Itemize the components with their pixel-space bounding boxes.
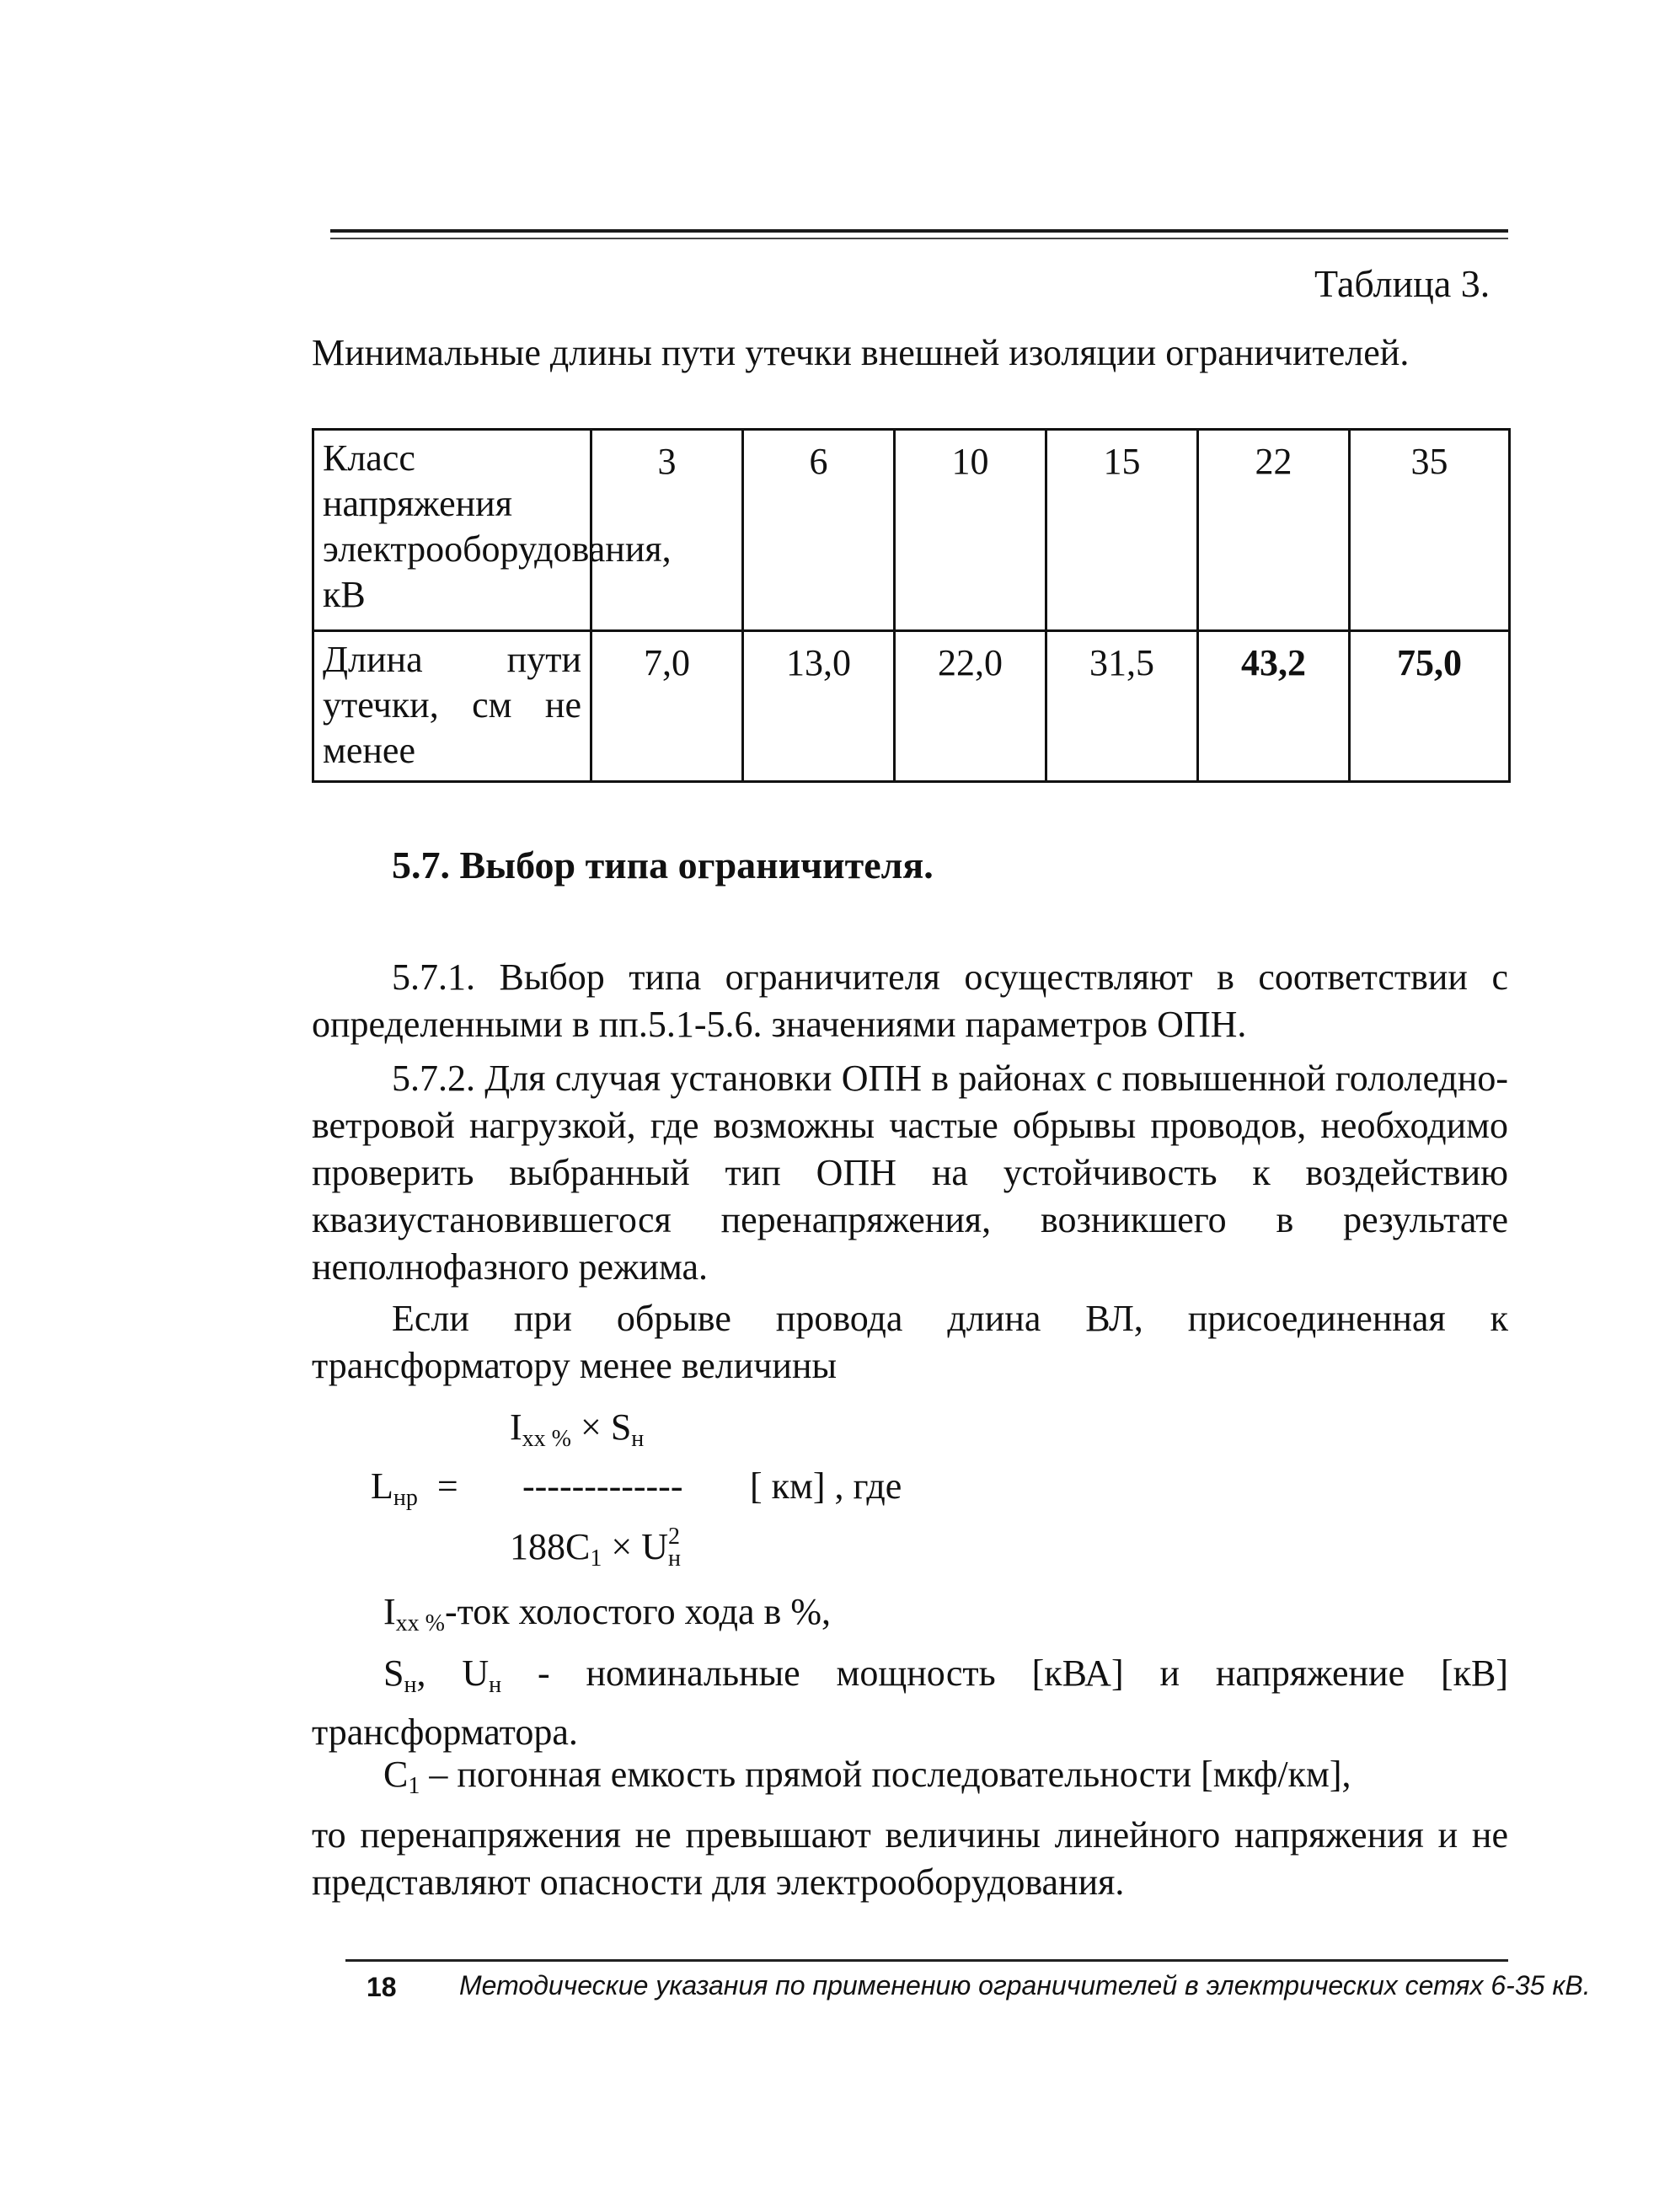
footer-rule	[345, 1959, 1508, 1962]
definition-noload-current: $I_{хх \%}$-ток холостого хода в %,	[383, 1591, 831, 1636]
footer-title: Методические указания по применению ограничителей в электрических сетях 6-35 кВ.	[459, 1970, 1591, 2000]
table-row-voltage	[313, 430, 1510, 631]
table-cell: 22	[1198, 430, 1350, 631]
row-label-length: Длина пути утечки, см не менее	[313, 631, 591, 782]
paragraph-5-7-2: 5.7.2. Для случая установки ОПН в районах с повышенной гололедно-ветровой нагрузкой, где возможны частые обрывы проводов, необходимо проверить выбранный тип ОПН на устойчивость к воздействию квазиустановившегося перенапряжения, возникшего в результате неполнофазного режима.	[312, 1058, 1508, 1288]
paragraph-5-7-1: 5.7.1. Выбор типа ограничителя осуществляют в соответствии с определенными в пп.5.1-5.6. значениями параметров ОПН.	[312, 956, 1508, 1045]
top-rule	[330, 229, 1508, 233]
table-cell: 43,2	[1198, 631, 1350, 782]
table-cell: 31,5	[1046, 631, 1198, 782]
table-cell: 75,0	[1350, 631, 1510, 782]
table-cell: 22,0	[895, 631, 1046, 782]
formula-denominator: $188C_1 \times U^2_н$	[510, 1524, 681, 1572]
row-label-voltage: Класс напряжения электрооборудования, кВ	[313, 430, 591, 631]
table-cell: 7,0	[591, 631, 743, 782]
table-cell: 35	[1350, 430, 1510, 631]
formula-numerator: $I_{хх \%} \times S_н$	[510, 1406, 645, 1452]
definition-capacitance: $C_1$ – погонная емкость прямой последовательности [мкф/км],	[383, 1754, 1351, 1799]
table-cell: 6	[743, 430, 895, 631]
page-number: 18	[367, 1972, 397, 2002]
table-cell: 10	[895, 430, 1046, 631]
table-caption: Таблица 3.	[1314, 262, 1490, 305]
definition-rated-values: $S_н$, $U_н$ - номинальные мощность [кВА] и напряжение [кВ] трансформатора.	[312, 1652, 1508, 1753]
formula-lhs: $L_{нр}$ =	[371, 1465, 458, 1511]
table-cell: 3	[591, 430, 743, 631]
formula-units: [ км] , где	[750, 1465, 902, 1507]
table-cell: 15	[1046, 430, 1198, 631]
section-heading: 5.7. Выбор типа ограничителя.	[392, 844, 934, 886]
top-rule-secondary	[330, 238, 1508, 239]
table-cell: 13,0	[743, 631, 895, 782]
formula-fraction-bar: -------------	[522, 1465, 683, 1507]
leakage-table	[312, 428, 1511, 783]
table-title: Минимальные длины пути утечки внешней изоляции ограничителей.	[312, 332, 1410, 373]
paragraph-conclusion: то перенапряжения не превышают величины линейного напряжения и не представляют опасности для электрооборудования.	[312, 1814, 1508, 1903]
table-row-length	[313, 631, 1510, 782]
paragraph-condition: Если при обрыве провода длина ВЛ, присоединенная к трансформатору менее величины	[312, 1298, 1508, 1386]
